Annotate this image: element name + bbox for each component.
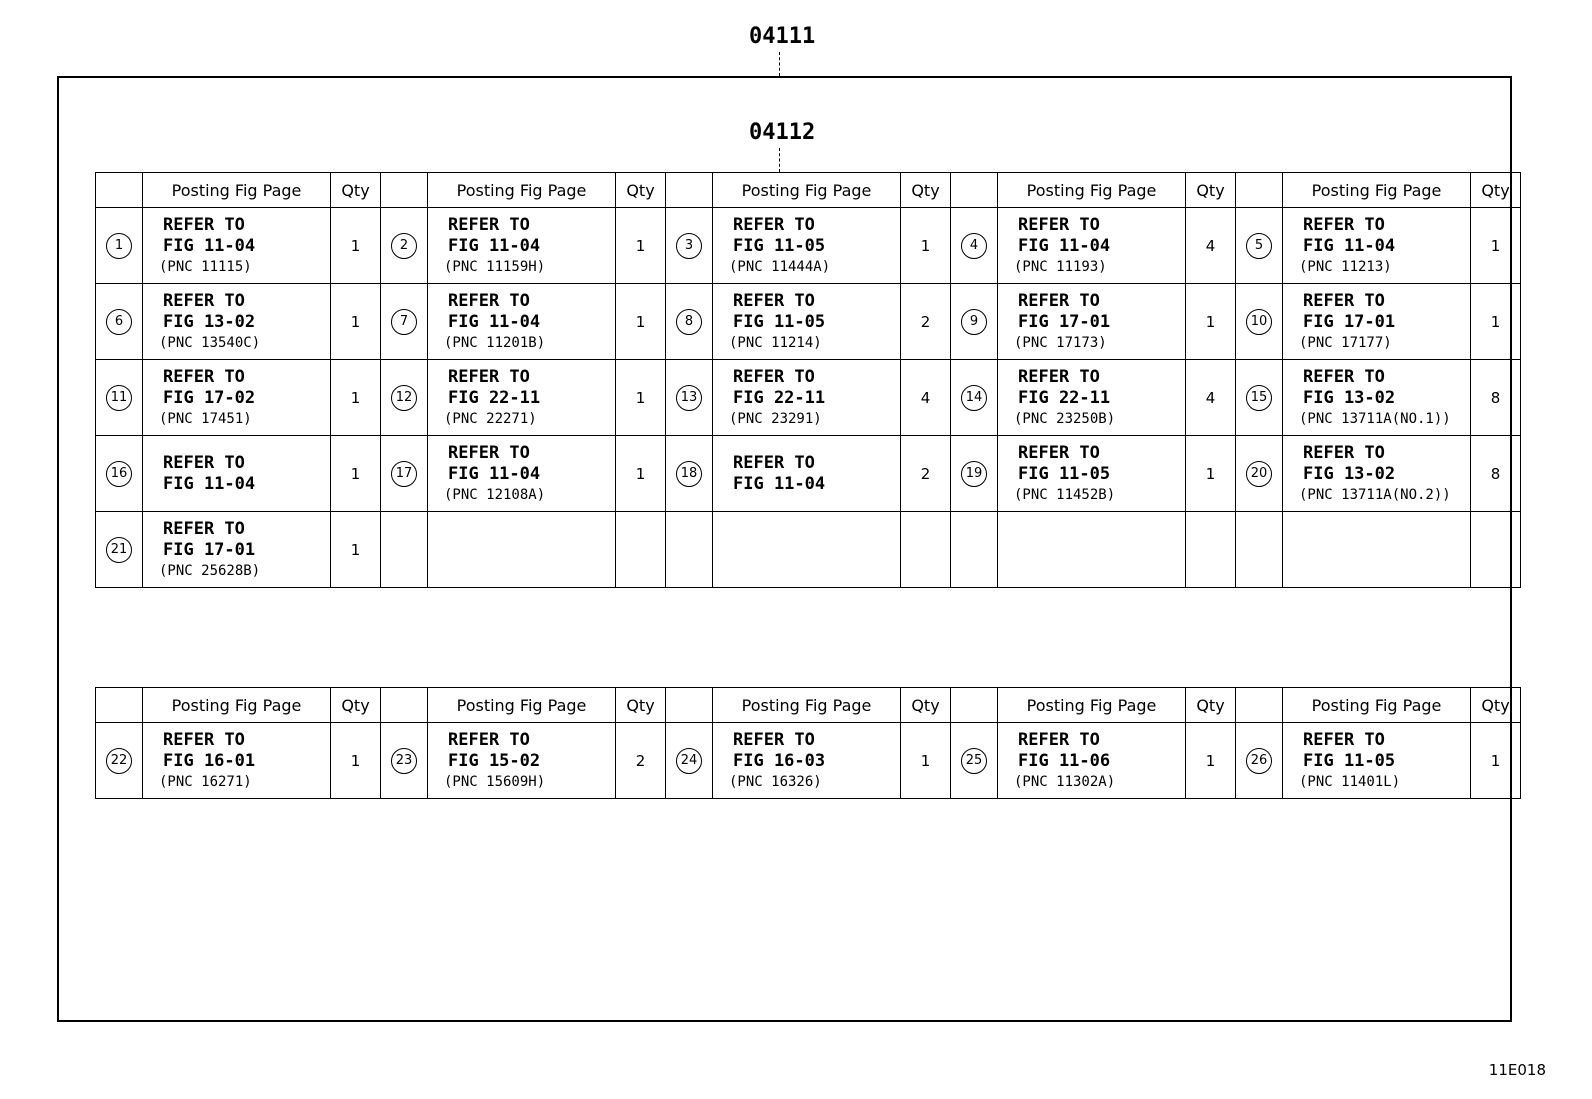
callout-cell	[951, 512, 998, 588]
qty-cell: 1	[616, 208, 666, 284]
fig-reference-cell	[1283, 284, 1471, 360]
qty-header: Qty	[1186, 173, 1236, 208]
callout-number: 12	[391, 385, 417, 411]
callout-number: 21	[106, 537, 132, 563]
callout-number: 6	[106, 309, 132, 335]
qty-header: Qty	[1471, 173, 1521, 208]
fig-number: FIG 11-04	[448, 311, 541, 332]
fig-reference-cell	[428, 284, 616, 360]
fig-reference-cell	[998, 723, 1186, 799]
callout-cell	[381, 208, 428, 284]
qty-cell	[1186, 512, 1236, 588]
callout-number: 26	[1246, 748, 1272, 774]
qty-cell: 4	[901, 360, 951, 436]
fig-reference-cell	[1283, 512, 1471, 588]
pnc-number: (PNC 25628B)	[159, 562, 261, 579]
callout-number: 20	[1246, 461, 1272, 487]
callout-number: 10	[1246, 309, 1272, 335]
fig-number: FIG 22-11	[733, 387, 826, 408]
callout-cell	[1236, 436, 1283, 512]
callout-number: 19	[961, 461, 987, 487]
qty-cell	[616, 512, 666, 588]
qty-header: Qty	[901, 173, 951, 208]
pnc-number: (PNC 23250B)	[1014, 410, 1116, 427]
qty-cell: 1	[331, 208, 381, 284]
refer-to-text: REFER TO	[1018, 366, 1100, 387]
index-header	[666, 173, 713, 208]
illustration-code: 11E018	[1488, 1061, 1546, 1079]
pnc-number: (PNC 13711A(NO.1))	[1299, 410, 1451, 427]
callout-cell	[666, 208, 713, 284]
callout-cell	[666, 360, 713, 436]
qty-cell: 1	[331, 436, 381, 512]
table-row	[96, 512, 1521, 588]
qty-cell: 8	[1471, 436, 1521, 512]
index-header	[96, 173, 143, 208]
callout-cell	[1236, 360, 1283, 436]
refer-to-text: REFER TO	[163, 290, 245, 311]
fig-reference-cell	[143, 723, 331, 799]
refer-to-text: REFER TO	[448, 729, 530, 750]
callout-cell	[666, 284, 713, 360]
qty-cell: 4	[1186, 208, 1236, 284]
refer-to-text: REFER TO	[448, 366, 530, 387]
fig-number: FIG 16-03	[733, 750, 826, 771]
callout-number: 14	[961, 385, 987, 411]
top-part-code: 04111	[749, 24, 816, 49]
qty-cell: 1	[901, 208, 951, 284]
fig-reference-cell	[713, 360, 901, 436]
qty-cell: 1	[901, 723, 951, 799]
qty-cell: 4	[1186, 360, 1236, 436]
callout-cell	[96, 512, 143, 588]
table-row	[96, 360, 1521, 436]
callout-number: 13	[676, 385, 702, 411]
fig-reference-cell	[143, 208, 331, 284]
callout-cell	[1236, 512, 1283, 588]
refer-to-text: REFER TO	[1018, 442, 1100, 463]
callout-number: 22	[106, 748, 132, 774]
fig-reference-cell	[428, 512, 616, 588]
fig-reference-cell	[713, 512, 901, 588]
fig-reference-cell	[713, 436, 901, 512]
pnc-number: (PNC 16271)	[159, 773, 252, 790]
qty-cell: 1	[1471, 208, 1521, 284]
refer-to-text: REFER TO	[733, 290, 815, 311]
pnc-number: (PNC 11444A)	[729, 258, 831, 275]
fig-number: FIG 22-11	[448, 387, 541, 408]
callout-number: 18	[676, 461, 702, 487]
pnc-number: (PNC 11201B)	[444, 334, 546, 351]
qty-cell: 2	[901, 436, 951, 512]
fig-number: FIG 11-04	[733, 473, 826, 494]
callout-cell	[381, 360, 428, 436]
inner-leader-line	[779, 148, 780, 172]
fig-number: FIG 11-04	[163, 473, 256, 494]
fig-reference-cell	[1283, 360, 1471, 436]
qty-header: Qty	[331, 688, 381, 723]
callout-cell	[1236, 208, 1283, 284]
pnc-number: (PNC 13540C)	[159, 334, 261, 351]
fig-reference-cell	[428, 208, 616, 284]
qty-cell: 1	[331, 723, 381, 799]
index-header	[951, 173, 998, 208]
pnc-number: (PNC 11302A)	[1014, 773, 1116, 790]
posting-fig-page-header: Posting Fig Page	[998, 688, 1186, 723]
callout-number: 9	[961, 309, 987, 335]
qty-cell: 2	[616, 723, 666, 799]
qty-cell: 1	[331, 360, 381, 436]
pnc-number: (PNC 17451)	[159, 410, 252, 427]
pnc-number: (PNC 11159H)	[444, 258, 546, 275]
refer-to-text: REFER TO	[1303, 729, 1385, 750]
refer-to-text: REFER TO	[1303, 366, 1385, 387]
fig-reference-cell	[143, 360, 331, 436]
refer-to-text: REFER TO	[733, 214, 815, 235]
refer-to-text: REFER TO	[163, 366, 245, 387]
table-row	[96, 723, 1521, 799]
index-header	[1236, 173, 1283, 208]
fig-reference-cell	[428, 723, 616, 799]
fig-number: FIG 17-01	[1018, 311, 1111, 332]
fig-reference-cell	[713, 208, 901, 284]
qty-cell	[901, 512, 951, 588]
callout-cell	[96, 360, 143, 436]
callout-cell	[381, 512, 428, 588]
refer-to-text: REFER TO	[163, 452, 245, 473]
callout-number: 7	[391, 309, 417, 335]
callout-number: 3	[676, 233, 702, 259]
callout-number: 17	[391, 461, 417, 487]
refer-to-text: REFER TO	[733, 366, 815, 387]
callout-number: 23	[391, 748, 417, 774]
fig-number: FIG 11-04	[1018, 235, 1111, 256]
qty-cell: 1	[1471, 723, 1521, 799]
refer-to-text: REFER TO	[448, 290, 530, 311]
qty-cell: 8	[1471, 360, 1521, 436]
refer-to-text: REFER TO	[448, 442, 530, 463]
fig-number: FIG 11-06	[1018, 750, 1111, 771]
refer-to-text: REFER TO	[1303, 290, 1385, 311]
fig-reference-cell	[428, 436, 616, 512]
header-row	[96, 173, 1521, 208]
qty-cell: 1	[331, 284, 381, 360]
fig-number: FIG 11-04	[448, 235, 541, 256]
qty-cell: 1	[616, 284, 666, 360]
fig-reference-cell	[143, 284, 331, 360]
pnc-number: (PNC 13711A(NO.2))	[1299, 486, 1451, 503]
fig-number: FIG 11-05	[733, 311, 826, 332]
qty-header: Qty	[616, 173, 666, 208]
callout-number: 1	[106, 233, 132, 259]
fig-reference-cell	[1283, 436, 1471, 512]
fig-reference-cell	[1283, 723, 1471, 799]
qty-cell: 1	[1186, 723, 1236, 799]
qty-header: Qty	[1471, 688, 1521, 723]
refer-to-text: REFER TO	[163, 518, 245, 539]
callout-cell	[666, 512, 713, 588]
qty-cell: 2	[901, 284, 951, 360]
callout-cell	[381, 723, 428, 799]
index-header	[381, 173, 428, 208]
fig-reference-cell	[143, 512, 331, 588]
posting-fig-page-header: Posting Fig Page	[713, 173, 901, 208]
callout-number: 8	[676, 309, 702, 335]
pnc-number: (PNC 11193)	[1014, 258, 1107, 275]
fig-number: FIG 11-05	[1303, 750, 1396, 771]
callout-number: 15	[1246, 385, 1272, 411]
posting-fig-page-header: Posting Fig Page	[428, 688, 616, 723]
posting-fig-page-header: Posting Fig Page	[1283, 173, 1471, 208]
pnc-number: (PNC 11401L)	[1299, 773, 1401, 790]
pnc-number: (PNC 11213)	[1299, 258, 1392, 275]
fig-reference-cell	[143, 436, 331, 512]
qty-cell: 1	[1471, 284, 1521, 360]
fig-number: FIG 13-02	[1303, 387, 1396, 408]
reference-table-main	[95, 172, 1521, 588]
index-header	[1236, 688, 1283, 723]
callout-number: 25	[961, 748, 987, 774]
refer-to-text: REFER TO	[1018, 729, 1100, 750]
fig-number: FIG 11-04	[163, 235, 256, 256]
pnc-number: (PNC 23291)	[729, 410, 822, 427]
pnc-number: (PNC 17177)	[1299, 334, 1392, 351]
posting-fig-page-header: Posting Fig Page	[143, 688, 331, 723]
fig-number: FIG 11-05	[1018, 463, 1111, 484]
pnc-number: (PNC 15609H)	[444, 773, 546, 790]
index-header	[951, 688, 998, 723]
refer-to-text: REFER TO	[1303, 214, 1385, 235]
refer-to-text: REFER TO	[1018, 214, 1100, 235]
refer-to-text: REFER TO	[448, 214, 530, 235]
callout-number: 24	[676, 748, 702, 774]
index-header	[96, 688, 143, 723]
header-row	[96, 688, 1521, 723]
fig-number: FIG 17-02	[163, 387, 256, 408]
callout-number: 2	[391, 233, 417, 259]
qty-cell: 1	[616, 360, 666, 436]
callout-cell	[381, 436, 428, 512]
posting-fig-page-header: Posting Fig Page	[428, 173, 616, 208]
callout-cell	[1236, 284, 1283, 360]
pnc-number: (PNC 11452B)	[1014, 486, 1116, 503]
callout-cell	[96, 284, 143, 360]
qty-cell: 1	[331, 512, 381, 588]
callout-cell	[951, 284, 998, 360]
fig-number: FIG 13-02	[163, 311, 256, 332]
fig-reference-cell	[428, 360, 616, 436]
pnc-number: (PNC 22271)	[444, 410, 537, 427]
qty-header: Qty	[616, 688, 666, 723]
fig-reference-cell	[998, 284, 1186, 360]
fig-number: FIG 22-11	[1018, 387, 1111, 408]
fig-number: FIG 13-02	[1303, 463, 1396, 484]
fig-number: FIG 11-05	[733, 235, 826, 256]
qty-cell: 1	[1186, 284, 1236, 360]
pnc-number: (PNC 11214)	[729, 334, 822, 351]
pnc-number: (PNC 11115)	[159, 258, 252, 275]
index-header	[666, 688, 713, 723]
callout-cell	[951, 436, 998, 512]
fig-reference-cell	[998, 436, 1186, 512]
callout-number: 5	[1246, 233, 1272, 259]
callout-cell	[381, 284, 428, 360]
refer-to-text: REFER TO	[163, 729, 245, 750]
fig-number: FIG 16-01	[163, 750, 256, 771]
callout-cell	[96, 436, 143, 512]
fig-number: FIG 15-02	[448, 750, 541, 771]
qty-cell: 1	[616, 436, 666, 512]
callout-cell	[666, 436, 713, 512]
callout-cell	[951, 723, 998, 799]
inner-part-code: 04112	[749, 120, 816, 145]
callout-number: 4	[961, 233, 987, 259]
callout-cell	[951, 208, 998, 284]
pnc-number: (PNC 17173)	[1014, 334, 1107, 351]
qty-cell: 1	[1186, 436, 1236, 512]
top-leader-line	[779, 52, 780, 76]
callout-cell	[951, 360, 998, 436]
refer-to-text: REFER TO	[1303, 442, 1385, 463]
callout-cell	[96, 208, 143, 284]
fig-number: FIG 11-04	[448, 463, 541, 484]
index-header	[381, 688, 428, 723]
callout-cell	[1236, 723, 1283, 799]
table-row	[96, 208, 1521, 284]
fig-number: FIG 17-01	[1303, 311, 1396, 332]
pnc-number: (PNC 16326)	[729, 773, 822, 790]
refer-to-text: REFER TO	[163, 214, 245, 235]
fig-reference-cell	[998, 512, 1186, 588]
fig-reference-cell	[998, 360, 1186, 436]
qty-header: Qty	[1186, 688, 1236, 723]
fig-reference-cell	[998, 208, 1186, 284]
table-row	[96, 284, 1521, 360]
callout-number: 11	[106, 385, 132, 411]
fig-reference-cell	[713, 284, 901, 360]
qty-header: Qty	[331, 173, 381, 208]
refer-to-text: REFER TO	[1018, 290, 1100, 311]
callout-cell	[666, 723, 713, 799]
posting-fig-page-header: Posting Fig Page	[143, 173, 331, 208]
refer-to-text: REFER TO	[733, 729, 815, 750]
fig-reference-cell	[1283, 208, 1471, 284]
posting-fig-page-header: Posting Fig Page	[998, 173, 1186, 208]
reference-table-secondary	[95, 687, 1521, 799]
callout-cell	[96, 723, 143, 799]
posting-fig-page-header: Posting Fig Page	[1283, 688, 1471, 723]
qty-cell	[1471, 512, 1521, 588]
posting-fig-page-header: Posting Fig Page	[713, 688, 901, 723]
refer-to-text: REFER TO	[733, 452, 815, 473]
table-row	[96, 436, 1521, 512]
qty-header: Qty	[901, 688, 951, 723]
fig-number: FIG 11-04	[1303, 235, 1396, 256]
callout-number: 16	[106, 461, 132, 487]
pnc-number: (PNC 12108A)	[444, 486, 546, 503]
fig-reference-cell	[713, 723, 901, 799]
fig-number: FIG 17-01	[163, 539, 256, 560]
